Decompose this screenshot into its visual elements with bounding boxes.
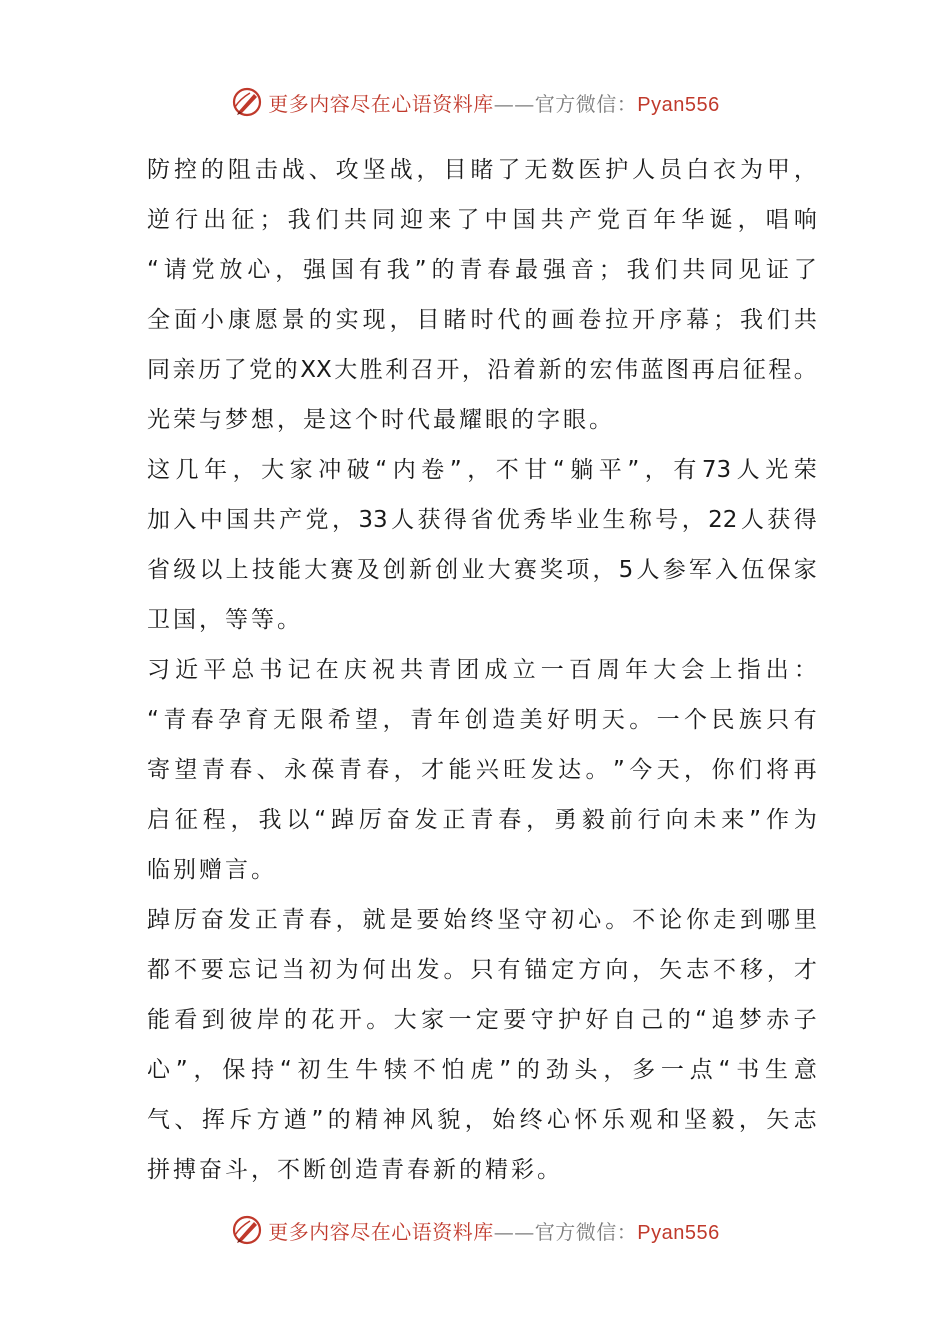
text-line: 这 几 年 ， 大 家 冲 破 “ 内 卷 ” ， 不 甘 “ 躺 平 ” ， 有 73 人 光 荣: [147, 457, 817, 483]
text-line: “ 青 春 孕 育 无 限 希 望 ， 青 年 创 造 美 好 明 天 。 一 个 民 族 只 有: [147, 707, 817, 733]
header-banner: [0, 80, 950, 124]
text-line: 心 ” ， 保 持 “ 初 生 牛 犊 不 怕 虎 ” 的 劲 头 ， 多 一 点 “ 书 生 意: [147, 1057, 817, 1083]
text-line: 加 入 中 国 共 产 党 ， 33 人 获 得 省 优 秀 毕 业 生 称 号 ， 22 人 获 得: [147, 507, 817, 533]
text-line: 气 、 挥 斥 方 遒 ” 的 精 神 风 貌 ， 始 终 心 怀 乐 观 和 坚 毅 ， 矢 志: [147, 1107, 817, 1133]
text-line: 光荣与梦想，是这个时代最耀眼的字眼。: [147, 407, 615, 433]
text-line: 防 控 的 阻 击 战 、 攻 坚 战 ， 目 睹 了 无 数 医 护 人 员 白 衣 为 甲 ，: [147, 157, 817, 183]
footer-banner-main: 更多内容尽在心语资料库: [268, 1219, 494, 1244]
text-line: 能 看 到 彼 岸 的 花 开 。 大 家 一 定 要 守 护 好 自 己 的 “ 追 梦 赤 子: [147, 1007, 817, 1033]
header-banner-main: 更多内容尽在心语资料库: [268, 91, 494, 116]
text-line: 寄 望 青 春 、 永 葆 青 春 ， 才 能 兴 旺 发 达 。 ” 今 天 ， 你 们 将 再: [147, 757, 817, 783]
text-line: 全 面 小 康 愿 景 的 实 现 ， 目 睹 时 代 的 画 卷 拉 开 序 幕 ； 我 们 共: [147, 307, 817, 333]
pen-quill-logo-icon: [230, 85, 264, 119]
text-line: 都 不 要 忘 记 当 初 为 何 出 发 。 只 有 锚 定 方 向 ， 矢 志 不 移 ， 才: [147, 957, 817, 983]
footer-banner-text: [268, 1216, 719, 1245]
footer-banner-official: 官方微信：: [534, 1219, 638, 1244]
header-banner-text: [268, 88, 719, 117]
text-line: 启 征 程 ， 我 以 “ 踔 厉 奋 发 正 青 春 ， 勇 毅 前 行 向 未 来 ” 作 为: [147, 807, 817, 833]
header-banner-wechat: Pyan556: [637, 93, 720, 116]
document-body: [147, 145, 817, 1195]
text-line: “ 请 党 放 心 ， 强 国 有 我 ” 的 青 春 最 强 音 ； 我 们 共 同 见 证 了: [147, 257, 817, 283]
text-line: 省 级 以 上 技 能 大 赛 及 创 新 创 业 大 赛 奖 项 ， 5 人 参 军 入 伍 保 家: [147, 557, 817, 583]
footer-banner: [0, 1208, 950, 1252]
text-line: 临别赠言。: [147, 857, 277, 883]
footer-banner-wechat: Pyan556: [637, 1221, 720, 1244]
pen-quill-logo-icon: [230, 1213, 264, 1247]
text-line: 同 亲 历 了 党 的 XX 大 胜 利 召 开 ， 沿 着 新 的 宏 伟 蓝 图 再 启 征 程 。: [147, 357, 817, 383]
header-banner-dash: ——: [493, 91, 535, 116]
text-line: 逆 行 出 征 ； 我 们 共 同 迎 来 了 中 国 共 产 党 百 年 华 诞 ， 唱 响: [147, 207, 817, 233]
text-line: 卫国，等等。: [147, 607, 303, 633]
text-line: 拼搏奋斗，不断创造青春新的精彩。: [147, 1157, 563, 1183]
header-banner-official: 官方微信：: [534, 91, 638, 116]
text-line: 习 近 平 总 书 记 在 庆 祝 共 青 团 成 立 一 百 周 年 大 会 上 指 出 ：: [147, 657, 817, 683]
footer-banner-dash: ——: [493, 1219, 535, 1244]
text-line: 踔 厉 奋 发 正 青 春 ， 就 是 要 始 终 坚 守 初 心 。 不 论 你 走 到 哪 里: [147, 907, 817, 933]
